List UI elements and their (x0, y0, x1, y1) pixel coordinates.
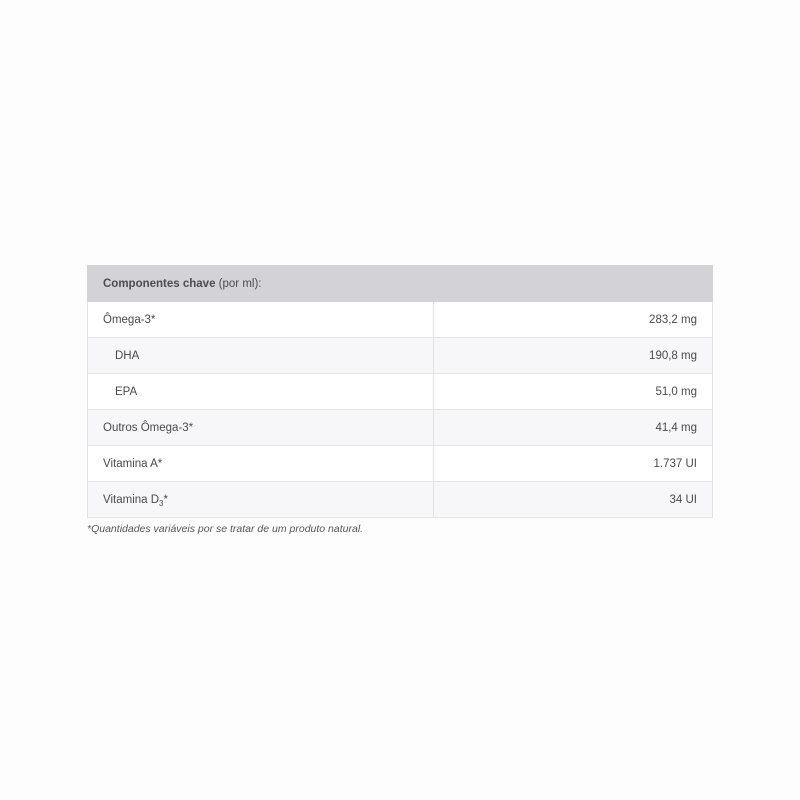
row-value: 283,2 mg (434, 302, 713, 338)
table-header (88, 266, 713, 302)
table-row (88, 302, 713, 338)
table-row (88, 410, 713, 446)
row-name: Outros Ômega-3* (88, 410, 434, 446)
row-name-subscript: 3 (159, 498, 164, 508)
nutrition-table (87, 265, 713, 518)
row-name: Ômega-3* (88, 302, 434, 338)
row-value: 51,0 mg (434, 374, 713, 410)
row-name (88, 482, 434, 518)
footnote: *Quantidades variáveis por se tratar de um produto natural. (87, 523, 364, 535)
table-row (88, 482, 713, 518)
table-row (88, 446, 713, 482)
row-name: EPA (88, 374, 434, 410)
row-value: 41,4 mg (434, 410, 713, 446)
row-value: 1.737 UI (434, 446, 713, 482)
row-name: DHA (88, 338, 434, 374)
header-unit: (por ml): (215, 277, 262, 290)
table-row (88, 338, 713, 374)
row-value: 190,8 mg (434, 338, 713, 374)
row-name: Vitamina A* (88, 446, 434, 482)
header-title: Componentes chave (103, 277, 216, 290)
nutrition-table-container (87, 265, 713, 535)
row-value: 34 UI (434, 482, 713, 518)
row-name-main: Vitamina D (103, 493, 160, 506)
row-name-suffix: * (163, 493, 168, 506)
table-header-row (88, 266, 713, 302)
table-row (88, 374, 713, 410)
